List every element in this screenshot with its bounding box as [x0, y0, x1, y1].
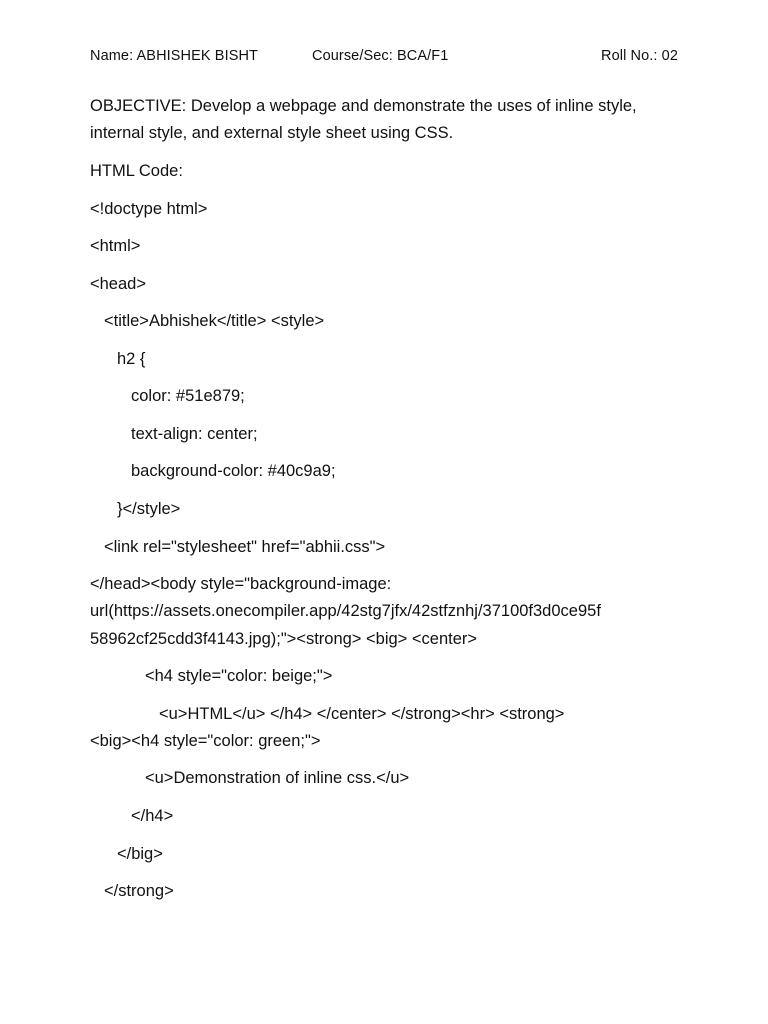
code-line: }</style>	[117, 500, 181, 518]
code-line: </big>	[117, 845, 163, 863]
code-line: h2 {	[117, 350, 146, 368]
code-line: </h4>	[131, 807, 174, 825]
code-line: 58962cf25cdd3f4143.jpg);"><strong> <big> <center>	[90, 630, 478, 648]
code-line: url(https://assets.onecompiler.app/42stg7jfx/42stfznhj/37100f3d0ce95f	[90, 602, 601, 620]
code-line: background-color: #40c9a9;	[131, 462, 336, 480]
code-line: <h4 style="color: beige;">	[145, 667, 333, 685]
code-line: <!doctype html>	[90, 200, 208, 218]
student-name: Name: ABHISHEK BISHT	[90, 48, 258, 64]
code-line: </head><body style="background-image:	[90, 575, 392, 593]
code-line: color: #51e879;	[131, 387, 245, 405]
header-bar	[90, 48, 678, 68]
code-line: <u>Demonstration of inline css.</u>	[145, 769, 410, 787]
code-line: </strong>	[104, 882, 174, 900]
code-line: text-align: center;	[131, 425, 258, 443]
html-code-label: HTML Code:	[90, 162, 183, 180]
code-line: <u>HTML</u> </h4> </center> </strong><hr> <strong>	[159, 705, 565, 723]
code-line: <big><h4 style="color: green;">	[90, 732, 321, 750]
code-line: <link rel="stylesheet" href="abhii.css">	[104, 538, 386, 556]
code-line: <title>Abhishek</title> <style>	[104, 312, 325, 330]
course-section: Course/Sec: BCA/F1	[312, 48, 449, 64]
objective-text: OBJECTIVE: Develop a webpage and demonstrate the uses of inline style, internal style, and external style sheet using CSS.	[90, 97, 637, 142]
roll-number: Roll No.: 02	[601, 48, 678, 64]
code-line: <html>	[90, 237, 141, 255]
code-line: <head>	[90, 275, 146, 293]
